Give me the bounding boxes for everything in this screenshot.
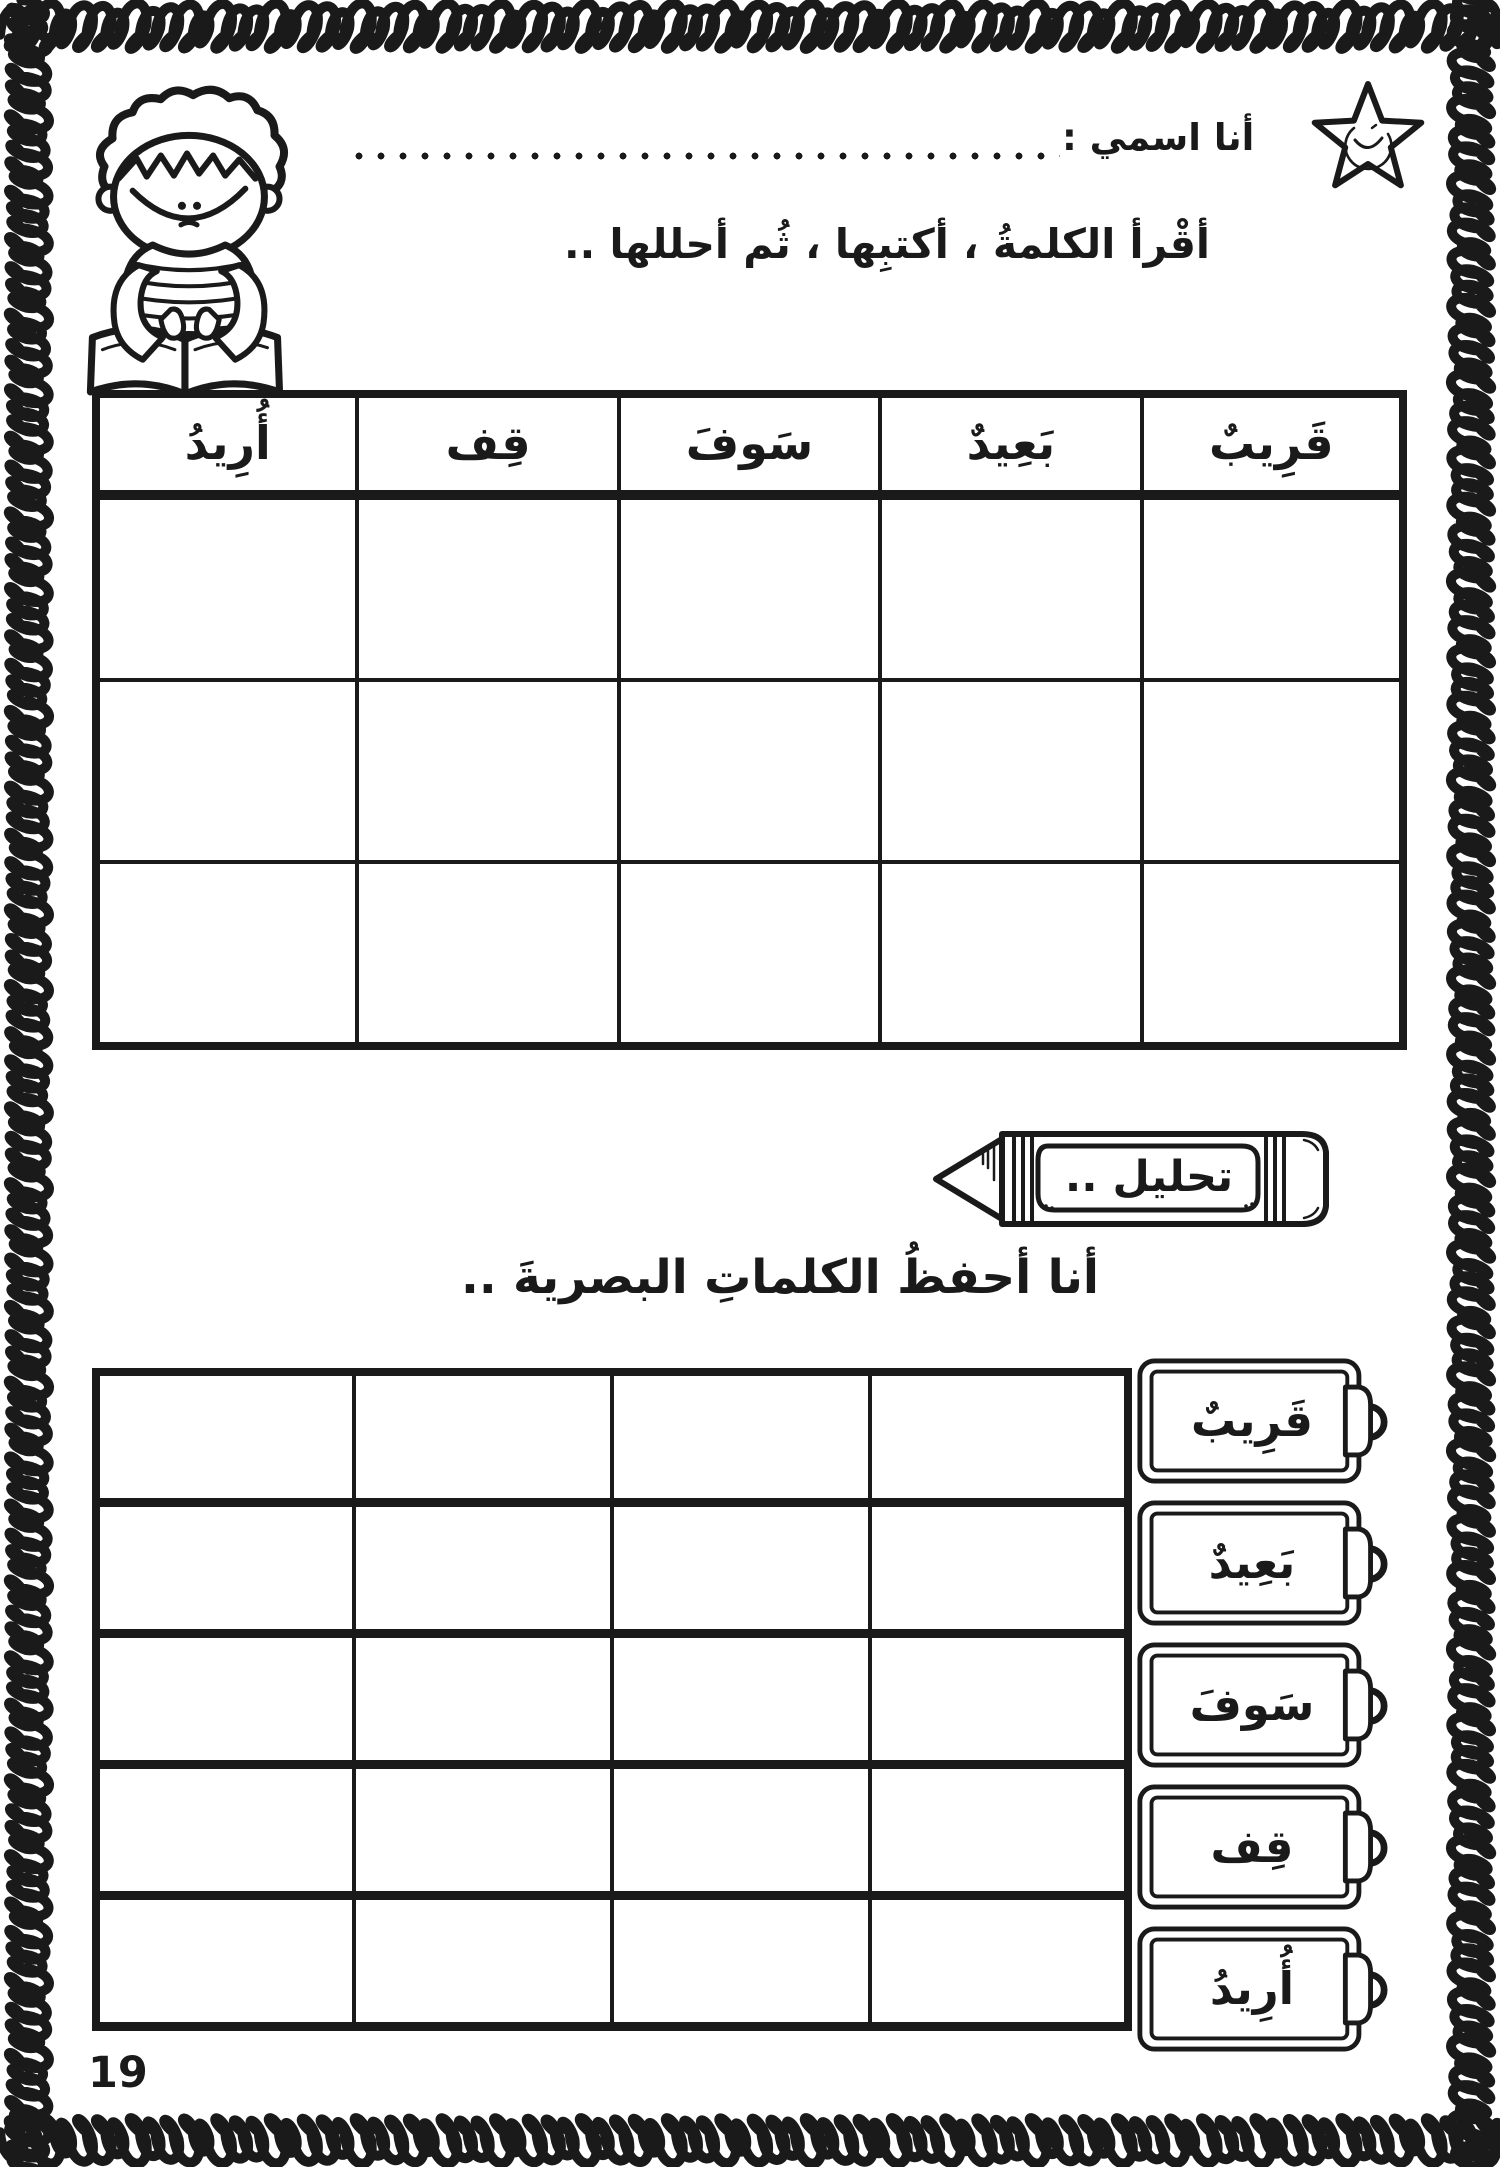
word-tag-qareeb xyxy=(1136,1358,1388,1488)
write-cell[interactable] xyxy=(354,1896,612,2027)
word-tag-ureed xyxy=(1136,1926,1388,2056)
write-cell[interactable] xyxy=(619,862,880,1046)
write-cell[interactable] xyxy=(354,1372,612,1503)
analysis-label: تحليل .. xyxy=(1064,1152,1234,1202)
write-cell[interactable] xyxy=(619,680,880,862)
write-cell[interactable] xyxy=(354,1634,612,1765)
tag-word: قَرِيبٌ xyxy=(1191,1394,1313,1448)
write-cell[interactable] xyxy=(357,495,618,680)
scribble-border-left xyxy=(0,0,58,2167)
write-cell[interactable] xyxy=(870,1896,1128,2027)
page-number: 19 xyxy=(84,2046,158,2100)
write-cell[interactable] xyxy=(354,1503,612,1634)
write-cell[interactable] xyxy=(612,1896,870,2027)
word-tag-baeed xyxy=(1136,1500,1388,1630)
smiley-star-icon xyxy=(1308,64,1428,210)
word-tag-sawfa xyxy=(1136,1642,1388,1772)
write-cell[interactable] xyxy=(1142,862,1403,1046)
write-cell[interactable] xyxy=(96,862,357,1046)
write-cell[interactable] xyxy=(612,1634,870,1765)
word-table-header-row xyxy=(96,394,1403,495)
write-cell[interactable] xyxy=(357,862,618,1046)
scribble-border-top xyxy=(0,0,1500,58)
write-cell[interactable] xyxy=(880,862,1141,1046)
tag-word: قِف xyxy=(1210,1820,1294,1874)
word-table-row xyxy=(96,680,1403,862)
write-cell[interactable] xyxy=(1142,495,1403,680)
word-table-row xyxy=(96,495,1403,680)
write-cell[interactable] xyxy=(870,1503,1128,1634)
write-cell[interactable] xyxy=(96,1372,354,1503)
sight-words-heading: أنا أحفظُ الكلماتِ البصريةَ .. xyxy=(460,1250,1099,1305)
word-header-ureed: أُرِيدُ xyxy=(96,394,357,495)
practice-row xyxy=(96,1634,1128,1765)
boy-reading-book-icon xyxy=(80,74,302,406)
scribble-border-bottom xyxy=(0,2109,1500,2167)
write-cell[interactable] xyxy=(96,1634,354,1765)
sight-words-practice-table xyxy=(92,1368,1132,2031)
analysis-crayon-badge xyxy=(926,1122,1340,1236)
practice-row xyxy=(96,1372,1128,1503)
write-cell[interactable] xyxy=(96,495,357,680)
write-cell[interactable] xyxy=(870,1634,1128,1765)
tag-word: بَعِيدٌ xyxy=(1208,1536,1296,1590)
word-table-row xyxy=(96,862,1403,1046)
write-cell[interactable] xyxy=(880,495,1141,680)
read-write-analyze-instruction: أقْرأ الكلمةُ ، أكتبِها ، ثُم أحللها .. xyxy=(564,220,1210,268)
write-cell[interactable] xyxy=(612,1503,870,1634)
word-header-sawfa: سَوفَ xyxy=(619,394,880,495)
word-header-qareeb: قَرِيبٌ xyxy=(1142,394,1403,495)
name-label: أنا اسمي : xyxy=(1062,116,1255,159)
write-cell[interactable] xyxy=(96,1896,354,2027)
scribble-border-right xyxy=(1442,0,1500,2167)
practice-row xyxy=(96,1896,1128,2027)
write-cell[interactable] xyxy=(619,495,880,680)
name-dotted-line[interactable] xyxy=(348,150,1060,162)
write-cell[interactable] xyxy=(354,1765,612,1896)
write-cell[interactable] xyxy=(880,680,1141,862)
write-cell[interactable] xyxy=(870,1765,1128,1896)
write-cell[interactable] xyxy=(96,1765,354,1896)
write-cell[interactable] xyxy=(357,680,618,862)
write-cell[interactable] xyxy=(612,1372,870,1503)
practice-row xyxy=(96,1765,1128,1896)
word-tag-qif xyxy=(1136,1784,1388,1914)
word-header-baeed: بَعِيدٌ xyxy=(880,394,1141,495)
practice-row xyxy=(96,1503,1128,1634)
write-cell[interactable] xyxy=(870,1372,1128,1503)
word-header-qif: قِف xyxy=(357,394,618,495)
write-cell[interactable] xyxy=(1142,680,1403,862)
tag-word: أُرِيدُ xyxy=(1209,1962,1295,2016)
write-cell[interactable] xyxy=(96,680,357,862)
word-analysis-table xyxy=(92,390,1407,1050)
write-cell[interactable] xyxy=(612,1765,870,1896)
tag-word: سَوفَ xyxy=(1189,1678,1315,1732)
write-cell[interactable] xyxy=(96,1503,354,1634)
